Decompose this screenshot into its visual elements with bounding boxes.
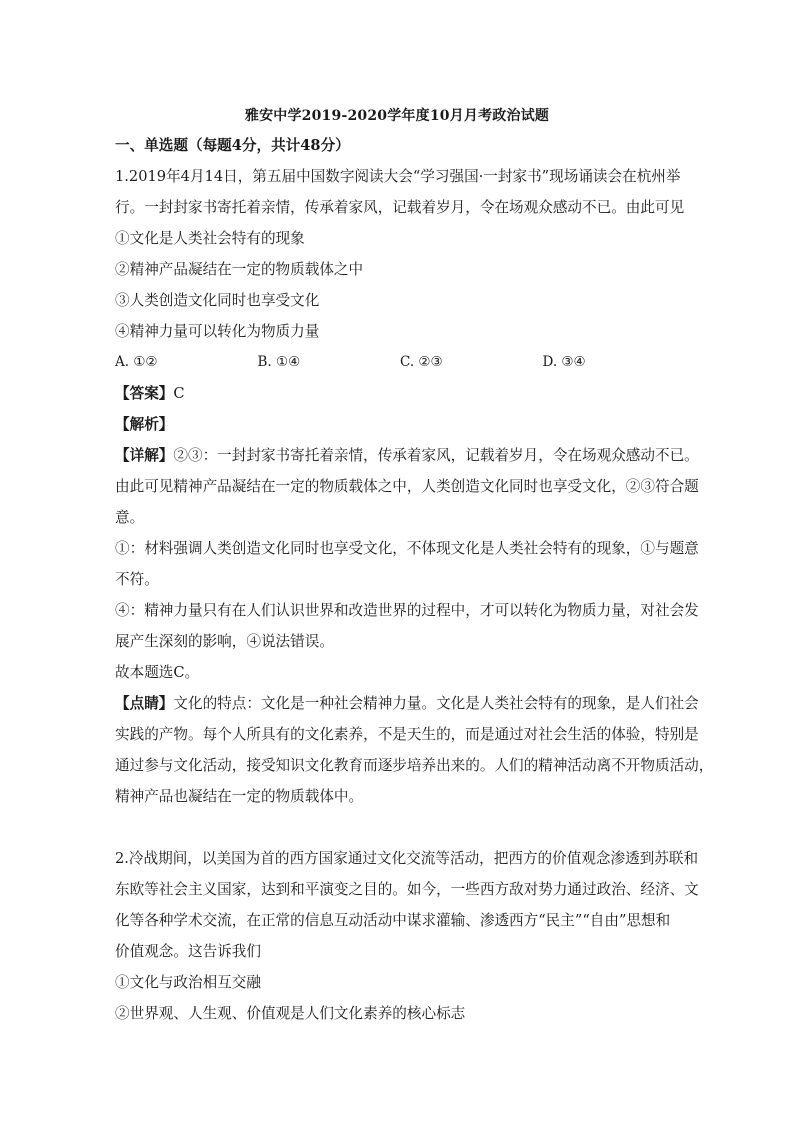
q2-statement-2: ②世界观、人生观、价值观是人们文化素养的核心标志 [115,1005,466,1022]
answer-tag: 【答案】 [115,385,174,402]
detail-tag: 【详解】 [115,447,174,464]
q2-stem-line-2: 东欧等社会主义国家，达到和平演变之目的。如今，一些西方敌对势力通过政治、经济、文 [115,881,699,898]
q1-detail-line-3: 意。 [115,509,145,526]
q1-detail-line-2: 由此可见精神产品凝结在一定的物质载体之中，人类创造文化同时也享受文化，②③符合题 [115,478,699,495]
page-title: 雅安中学2019-2020学年度10月月考政治试题 [244,108,550,124]
q1-option-a: A. ①② [115,354,158,370]
document-body [115,130,714,1029]
q1-statement-3: ③人类创造文化同时也享受文化 [115,292,320,309]
q1-stem-line-1: 1.2019年4月14日，第五届中国数字阅读大会“学习强国·一封家书”现场诵读会在杭州举 [115,168,681,185]
q1-stem-line-2: 行。一封封家书寄托着亲情，传承着家风，记载着岁月，令在场观众感动不已。由此可见 [115,199,685,216]
q1-option-d: D. ③④ [542,354,586,370]
q1-tip-line-1 [115,688,699,719]
section-heading: 一、单选题（每题4分，共计48分） [115,137,350,154]
answer-value: C [173,385,185,402]
q1-point4-line-2: 展产生深刻的影响，④说法错误。 [115,633,334,650]
q1-conclusion: 故本题选C。 [115,664,200,681]
q1-point4-line-1: ④：精神力量只有在人们认识世界和改造世界的过程中，才可以转化为物质力量，对社会发 [115,602,699,619]
tip-text: 文化的特点：文化是一种社会精神力量。文化是人类社会特有的现象，是人们社会 [173,695,699,712]
q1-option-c: C. ②③ [400,354,443,370]
q2-stem-line-1: 2.冷战期间，以美国为首的西方国家通过文化交流等活动，把西方的价值观念渗透到苏联和 [115,850,699,867]
q1-option-b: B. ①④ [257,354,301,370]
analysis-tag: 【解析】 [115,416,174,433]
q1-point1-line-2: 不符。 [115,571,159,588]
q1-statement-2: ②精神产品凝结在一定的物质载体之中 [115,261,364,278]
q1-tip-line-4: 精神产品也凝结在一定的物质载体中。 [115,788,364,805]
q1-options [115,347,685,378]
q2-statement-1: ①文化与政治相互交融 [115,974,261,991]
q1-tip-line-2: 实践的产物。每个人所具有的文化素养，不是天生的，而是通过对社会生活的体验，特别是 [115,726,699,743]
question-spacer [115,812,685,843]
q2-stem-line-3: 化等各种学术交流，在正常的信息互动活动中谋求灌输、渗透西方“民主”“自由”思想和 [115,912,671,929]
q1-answer [115,378,685,409]
q1-detail-line-1 [115,440,699,471]
q1-tip-line-3: 通过参与文化活动，接受知识文化教育而逐步培养出来的。人们的精神活动离不开物质活动， [115,757,714,774]
q1-statement-1: ①文化是人类社会特有的现象 [115,230,305,247]
q2-stem-line-4: 价值观念。这告诉我们 [115,943,261,960]
tip-tag: 【点睛】 [115,695,174,712]
q1-statement-4: ④精神力量可以转化为物质力量 [115,323,320,340]
q1-point1-line-1: ①：材料强调人类创造文化同时也享受文化，不体现文化是人类社会特有的现象，①与题意 [115,540,699,557]
detail-text: ②③：一封封家书寄托着亲情，传承着家风，记载着岁月，令在场观众感动不已。 [173,447,699,464]
